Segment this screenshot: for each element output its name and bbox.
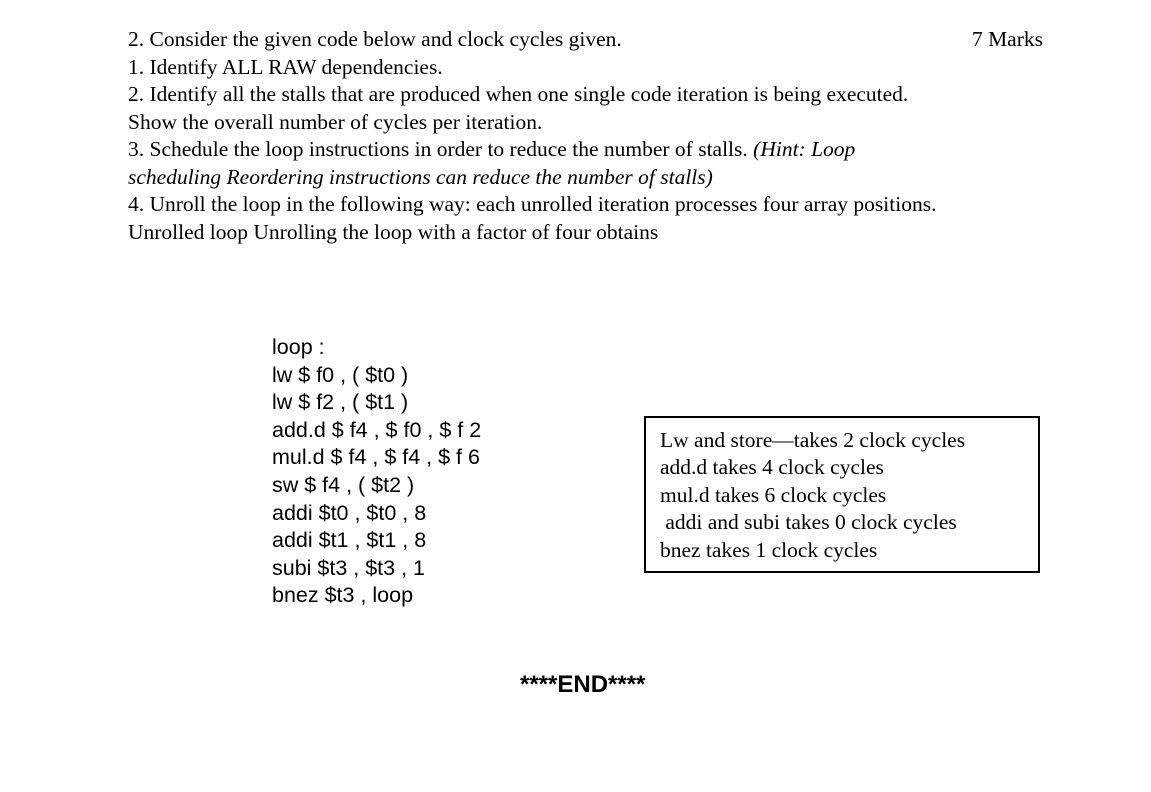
code-line: add.d $ f4 , $ f0 , $ f 2: [272, 417, 482, 442]
clock-cycles-box: [644, 416, 1040, 573]
code-line: subi $t3 , $t3 , 1: [272, 555, 425, 580]
code-line: addi $t0 , $t0 , 8: [272, 500, 427, 525]
cycles-line: add.d takes 4 clock cycles: [660, 455, 884, 479]
cycles-line: Lw and store—takes 2 clock cycles: [660, 428, 966, 452]
item-2-line-2: Show the overall number of cycles per iteration.: [128, 109, 543, 134]
item-3-text: 3. Schedule the loop instructions in order to reduce the number of stalls.: [128, 137, 754, 161]
end-marker: ****END****: [520, 671, 646, 698]
code-line: bnez $t3 , loop: [272, 583, 414, 608]
cycles-line: mul.d takes 6 clock cycles: [660, 483, 887, 507]
code-listing: [272, 334, 481, 610]
code-line: mul.d $ f4 , $ f4 , $ f 6: [272, 445, 480, 470]
code-line: loop :: [272, 335, 325, 359]
item-3-hint-part-2: scheduling Reordering instructions can reduce the number of stalls): [128, 164, 713, 189]
code-line: lw $ f2 , ( $t1 ): [272, 390, 409, 415]
item-3-hint-part-1: (Hint: Loop: [753, 137, 856, 161]
question-block: [128, 26, 1043, 246]
code-line: addi $t1 , $t1 , 8: [272, 528, 427, 553]
item-4-line-1: 4. Unroll the loop in the following way: each unrolled iteration processes four array positions.: [128, 192, 937, 216]
code-line: lw $ f0 , ( $t0 ): [272, 362, 409, 387]
marks-label: 7 Marks: [971, 27, 1043, 51]
item-4-line-2: Unrolled loop Unrolling the loop with a factor of four obtains: [128, 219, 659, 244]
item-2-line-1: 2. Identify all the stalls that are produced when one single code iteration is being executed.: [128, 82, 909, 106]
code-line: sw $ f4 , ( $t2 ): [272, 472, 415, 497]
item-1: 1. Identify ALL RAW dependencies.: [128, 54, 443, 79]
cycles-line: bnez takes 1 clock cycles: [660, 538, 878, 562]
question-heading-row: [128, 26, 1043, 54]
cycles-line: addi and subi takes 0 clock cycles: [660, 510, 957, 534]
item-3-line-2: [128, 164, 1043, 192]
item-3-line-1: [128, 136, 1043, 164]
question-heading: 2. Consider the given code below and clock cycles given.: [128, 27, 622, 51]
